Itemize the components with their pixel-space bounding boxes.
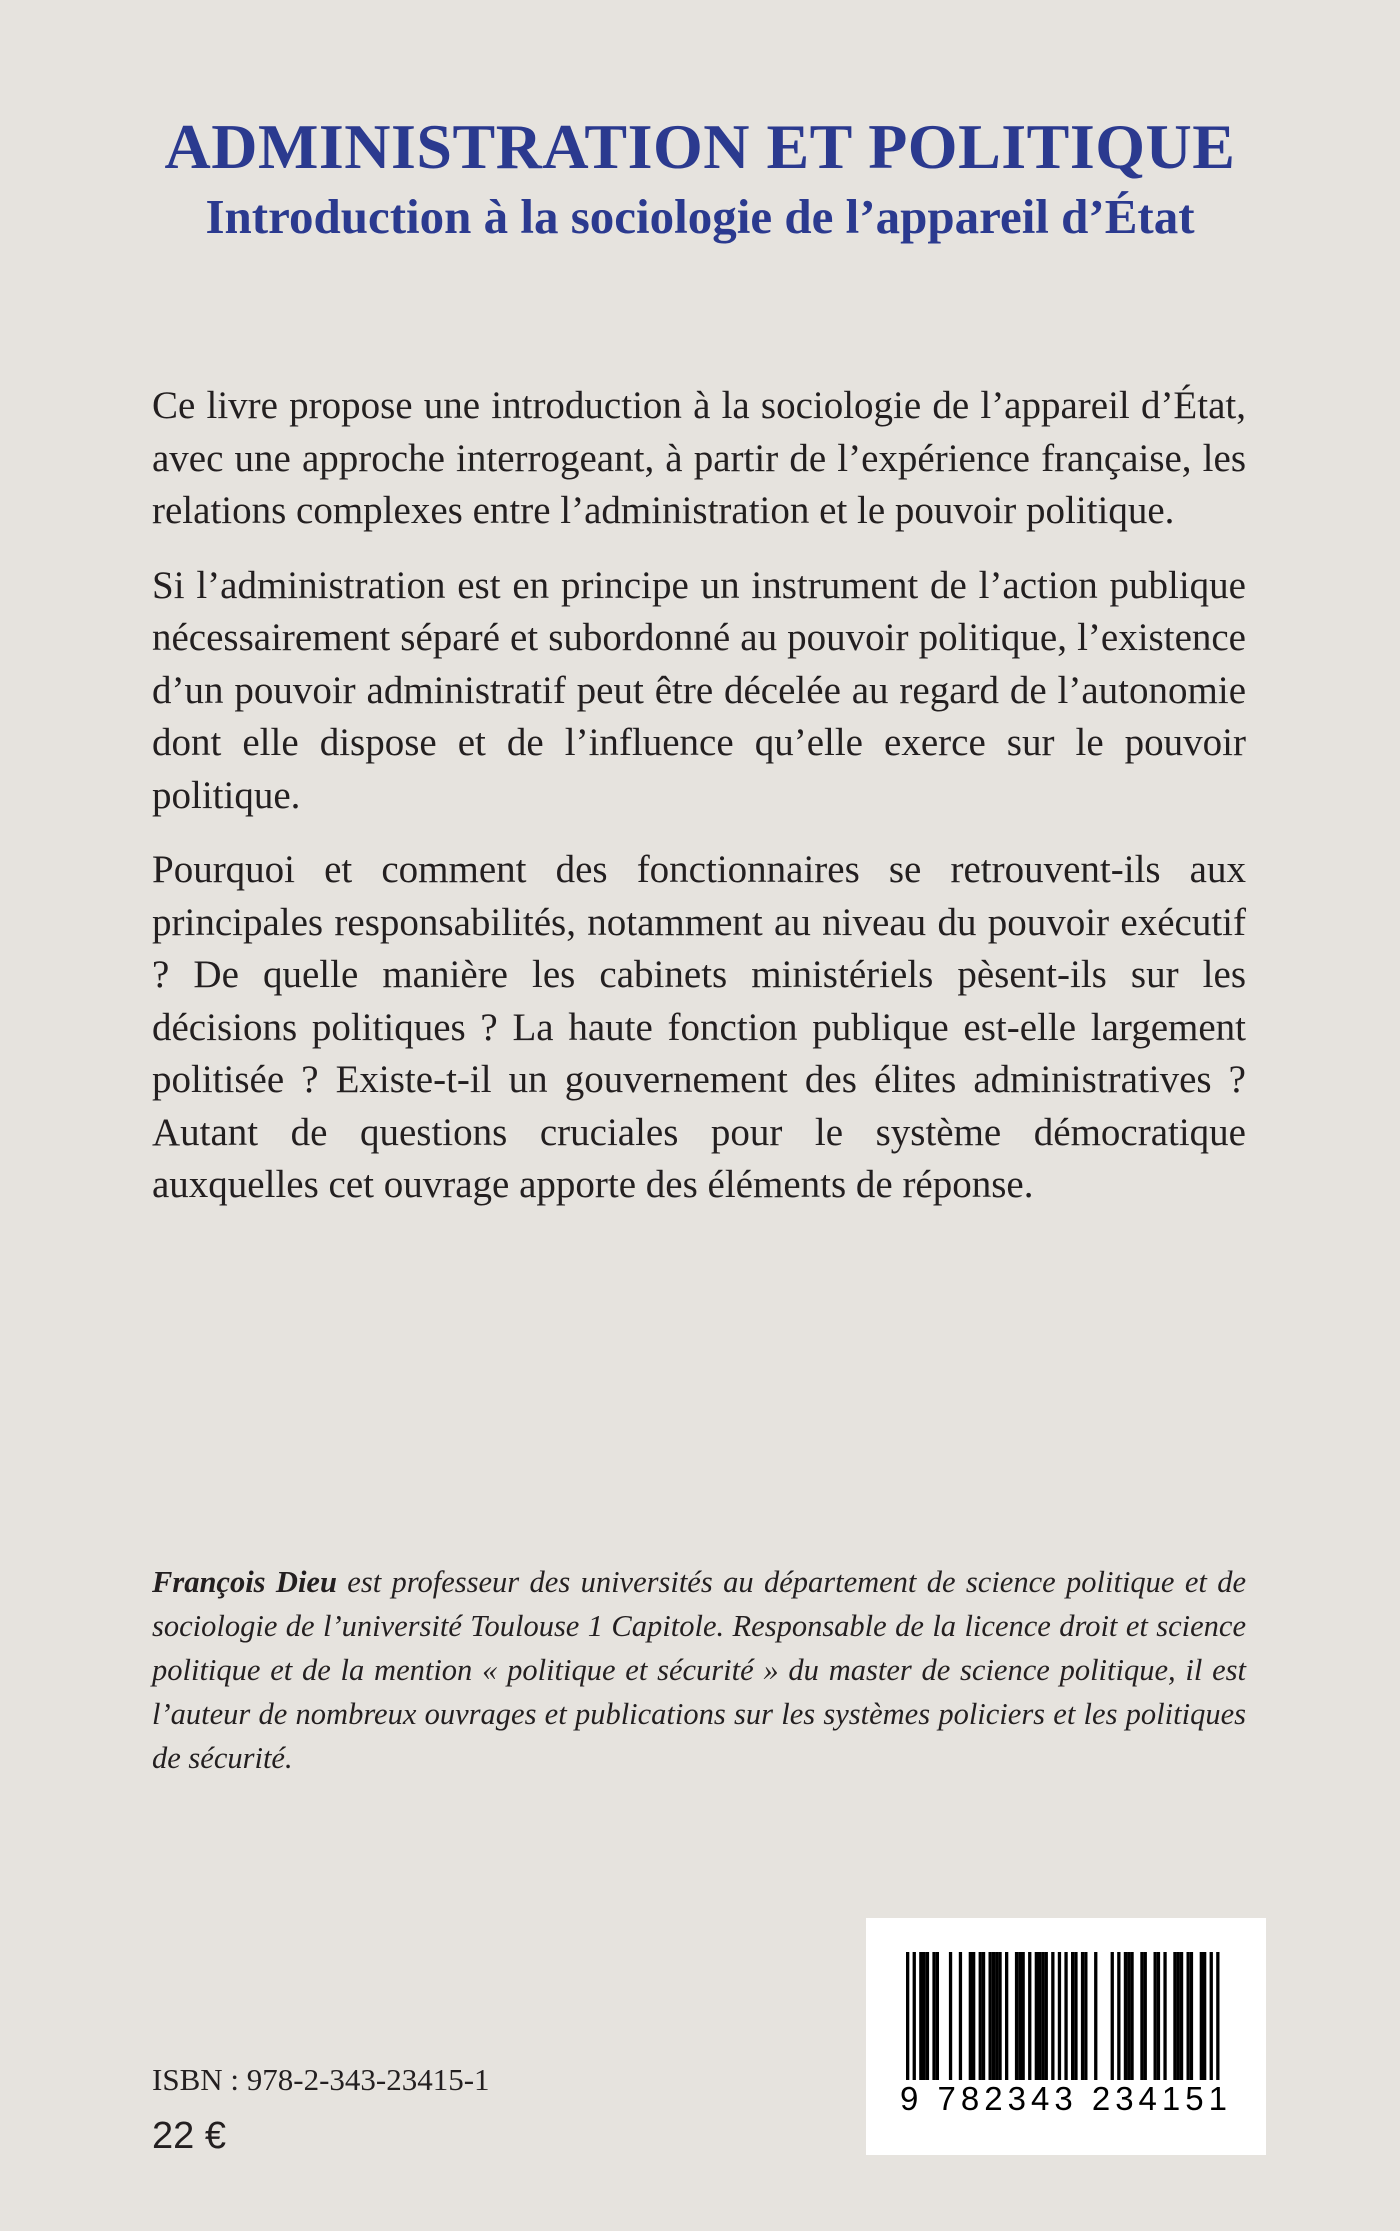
barcode-bar — [1173, 1952, 1176, 2080]
barcode-bar — [1177, 1952, 1180, 2080]
title-block — [0, 108, 1400, 248]
author-bio-text: est professeur des universités au département de science politique et de sociologie de l’université Toulouse 1 Capitole. Responsable de la licence droit et science politique et de la mention « politique et sécurité » du master de science politique, il est l’auteur de nombreux ouvrages et publications sur les systèmes policiers et les politiques de sécurité. — [152, 1565, 1246, 1775]
barcode-bar — [1071, 1952, 1074, 2080]
barcode-bar — [1163, 1952, 1166, 2080]
barcode-bar — [1045, 1952, 1048, 2080]
barcode-bar — [995, 1952, 998, 2080]
barcode-bar — [1124, 1952, 1127, 2080]
barcode-bar — [923, 1952, 926, 2080]
barcode-bar — [1035, 1952, 1038, 2080]
author-name: François Dieu — [152, 1565, 337, 1599]
author-bio — [152, 1560, 1246, 1780]
barcode-bars — [906, 1952, 1226, 2080]
barcode-bar — [1015, 1952, 1018, 2080]
barcode-bar — [1022, 1952, 1025, 2080]
barcode-bar — [1216, 1952, 1219, 2080]
blurb-paragraph: Pourquoi et comment des fonctionnaires se retrouvent-ils aux principales responsabilités, notamment au niveau du pouvoir exécutif ? De quelle manière les cabinets ministériels pèsent-ils sur les décisions politiques ? La haute fonction publique est-elle largement politisée ? Existe-t-il un gouvernement des élites administratives ? Autant de questions cruciales pour le système démocratique auxquelles cet ouvrage apporte des éléments de réponse. — [152, 848, 1246, 1206]
barcode-bar — [1127, 1952, 1130, 2080]
barcode-bar — [1187, 1952, 1190, 2080]
barcode-bar — [1180, 1952, 1183, 2080]
barcode-bar — [982, 1952, 985, 2080]
barcode-bar — [1051, 1952, 1054, 2080]
barcode-bar — [1130, 1952, 1133, 2080]
barcode-bar — [989, 1952, 992, 2080]
barcode-bar — [969, 1952, 972, 2080]
barcode-bar — [1210, 1952, 1213, 2080]
isbn: ISBN : 978-2-343-23415-1 — [152, 2062, 490, 2097]
barcode — [866, 1918, 1266, 2155]
barcode-bar — [1094, 1952, 1097, 2080]
barcode-bar — [1144, 1952, 1147, 2080]
barcode-bar — [1157, 1952, 1160, 2080]
barcode-bar — [932, 1952, 935, 2080]
barcode-bar — [1154, 1952, 1157, 2080]
barcode-digits: 9 782343 234151 — [900, 2080, 1232, 2117]
blurb-paragraph: Ce livre propose une introduction à la sociologie de l’appareil d’État, avec une approche interrogeant, à partir de l’expérience française, les relations complexes entre l’administration et le pouvoir politique. — [152, 384, 1246, 532]
barcode-bar — [913, 1952, 916, 2080]
barcode-bar — [1117, 1952, 1120, 2080]
barcode-bar — [979, 1952, 982, 2080]
price: 22 € — [152, 2115, 226, 2157]
book-subtitle: Introduction à la sociologie de l’appareil d’État — [205, 189, 1195, 244]
barcode-bar — [972, 1952, 975, 2080]
barcode-bar — [906, 1952, 909, 2080]
barcode-bar — [1084, 1952, 1087, 2080]
barcode-bar — [1064, 1952, 1067, 2080]
book-title: ADMINISTRATION ET POLITIQUE — [164, 111, 1236, 182]
barcode-bar — [926, 1952, 929, 2080]
blurb-paragraph: Si l’administration est en principe un instrument de l’action publique nécessairement séparé et subordonné au pouvoir politique, l’existence d’un pouvoir administratif peut être décelée au regard de l’autonomie dont elle dispose et de l’influence qu’elle exerce sur le pouvoir politique. — [152, 563, 1246, 817]
barcode-bar — [1074, 1952, 1077, 2080]
barcode-bar — [936, 1952, 939, 2080]
barcode-bar — [1111, 1952, 1114, 2080]
barcode-bar — [1058, 1952, 1061, 2080]
barcode-bar — [1041, 1952, 1044, 2080]
barcode-bar — [919, 1952, 922, 2080]
barcode-bar — [1081, 1952, 1084, 2080]
barcode-bar — [1038, 1952, 1041, 2080]
blurb — [152, 380, 1246, 1234]
barcode-bar — [1190, 1952, 1193, 2080]
barcode-bar — [992, 1952, 995, 2080]
barcode-bar — [998, 1952, 1001, 2080]
barcode-bar — [959, 1952, 962, 2080]
barcode-bar — [1200, 1952, 1203, 2080]
barcode-bar — [1140, 1952, 1143, 2080]
barcode-bar — [1203, 1952, 1206, 2080]
barcode-bar — [1018, 1952, 1021, 2080]
barcode-bar — [1005, 1952, 1008, 2080]
barcode-bar — [1028, 1952, 1031, 2080]
barcode-bar — [949, 1952, 952, 2080]
